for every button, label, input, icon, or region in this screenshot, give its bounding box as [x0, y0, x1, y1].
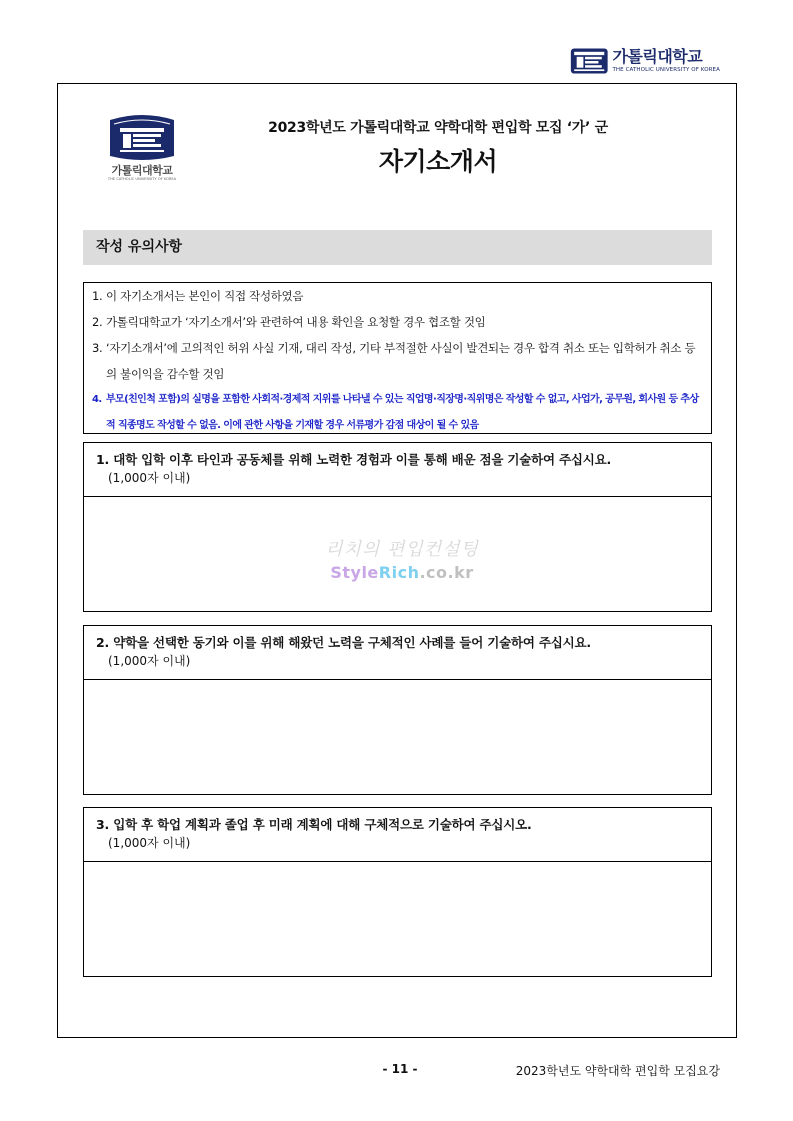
note-text: 이 자기소개서는 본인이 직접 작성하였음 [106, 289, 304, 303]
form-logo-kr: 가톨릭대학교 [111, 164, 173, 177]
question-3-header [84, 808, 711, 862]
answer-2-area[interactable] [84, 680, 711, 794]
university-seal-icon [102, 114, 182, 162]
watermark-domain: .co.kr [419, 563, 474, 582]
question-2-text: 2. 약학을 선택한 동기와 이를 위해 해왔던 노력을 구체적인 사례를 들어 기술하여 주십시요. [96, 635, 591, 650]
note-item-warning [92, 387, 703, 439]
note-number: 4. [92, 394, 102, 405]
question-3-limit: (1,000자 이내) [108, 836, 191, 850]
question-1-limit: (1,000자 이내) [108, 471, 191, 485]
question-2-box [83, 625, 712, 795]
note-number: 3. [92, 341, 103, 355]
page-number: - 11 - [382, 1062, 418, 1076]
notes-list [83, 282, 712, 434]
note-text: ‘자기소개서’에 고의적인 허위 사실 기재, 대리 작성, 기타 부적절한 사실이 발견되는 경우 합격 취소 또는 입학허가 취소 등의 불이익을 감수할 것임 [106, 341, 696, 381]
note-text: 가톨릭대학교가 ‘자기소개서’와 관련하여 내용 확인을 요청할 경우 협조할 것임 [106, 315, 486, 329]
question-2-limit: (1,000자 이내) [108, 654, 191, 668]
question-1-header [84, 443, 711, 497]
header-logo [570, 44, 720, 78]
question-1-box [83, 442, 712, 612]
form-frame [57, 83, 737, 1038]
footer-doc-title: 2023학년도 약학대학 편입학 모집요강 [515, 1064, 720, 1078]
watermark-style: Style [330, 563, 379, 582]
question-3-text: 3. 입학 후 학업 계획과 졸업 후 미래 계획에 대해 구체적으로 기술하여 주십시오. [96, 817, 532, 832]
note-number: 1. [92, 289, 103, 303]
notes-heading: 작성 유의사항 [83, 230, 712, 265]
form-subtitle: 2023학년도 가톨릭대학교 약학대학 편입학 모집 ‘가’ 군 [268, 120, 608, 136]
note-item [92, 283, 703, 309]
header-logo-kr: 가톨릭대학교 [612, 47, 703, 66]
watermark-rich: Rich [378, 563, 420, 582]
form-title: 자기소개서 [378, 147, 498, 176]
note-number: 2. [92, 315, 103, 329]
answer-3-area[interactable] [84, 862, 711, 976]
note-item [92, 335, 703, 387]
question-1-text: 1. 대학 입학 이후 타인과 공동체를 위해 노력한 경험과 이를 통해 배운 점을 기술하여 주십시요. [96, 452, 612, 467]
header-logo-en: THE CATHOLIC UNIVERSITY OF KOREA [612, 67, 720, 73]
watermark-line2 [322, 563, 482, 582]
university-emblem-icon [570, 45, 608, 77]
form-logo [102, 114, 182, 192]
watermark [322, 535, 482, 582]
note-item [92, 309, 703, 335]
question-3-box [83, 807, 712, 977]
note-text: 부모(친인척 포함)의 실명을 포함한 사회적·경제적 지위를 나타낼 수 있는 직업명·직장명·직위명은 작성할 수 없고, 사업가, 공무원, 회사원 등 추상적 직종명도 작성할 수 없음. 이에 관한 사항을 기재할 경우 서류평가 감점 대상이 될 수 있음 [106, 394, 699, 431]
answer-1-area[interactable] [84, 497, 711, 611]
form-logo-en: THE CATHOLIC UNIVERSITY OF KOREA [107, 177, 177, 181]
watermark-line1: 리치의 편입컨설팅 [325, 539, 479, 560]
question-2-header [84, 626, 711, 680]
